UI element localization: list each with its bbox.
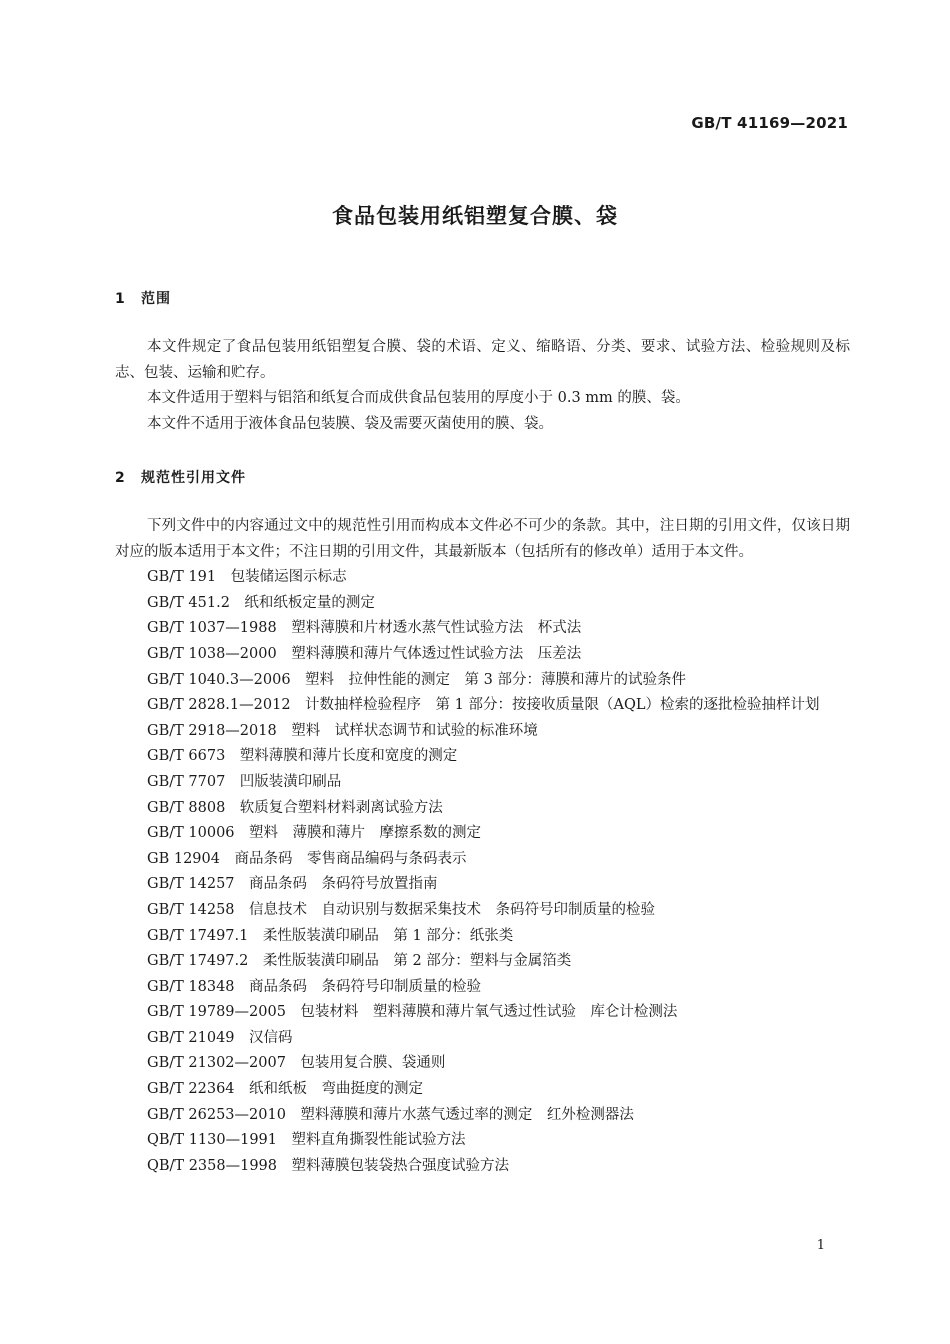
reference-item: GB/T 17497.2 柔性版装潢印刷品 第 2 部分：塑料与金属箔类 bbox=[147, 953, 572, 970]
reference-item: QB/T 1130—1991 塑料直角撕裂性能试验方法 bbox=[147, 1132, 466, 1149]
reference-item: GB/T 21049 汉信码 bbox=[147, 1029, 293, 1046]
paragraph: 本文件不适用于液体食品包装膜、袋及需要灭菌使用的膜、袋。 bbox=[147, 415, 553, 432]
reference-item: GB/T 2828.1—2012 计数抽样检验程序 第 1 部分：按接收质量限（AQL）检索的逐批检验抽样计划 bbox=[147, 697, 820, 714]
reference-item: GB/T 1037—1988 塑料薄膜和片材透水蒸气性试验方法 杯式法 bbox=[147, 620, 582, 637]
reference-item: GB/T 10006 塑料 薄膜和薄片 摩擦系数的测定 bbox=[147, 825, 482, 842]
reference-item: GB 12904 商品条码 零售商品编码与条码表示 bbox=[147, 850, 467, 867]
reference-item: GB/T 17497.1 柔性版装潢印刷品 第 1 部分：纸张类 bbox=[147, 927, 514, 944]
standard-code: GB/T 41169—2021 bbox=[691, 114, 848, 132]
reference-item: GB/T 7707 凹版装潢印刷品 bbox=[147, 773, 342, 790]
paragraph: 本文件适用于塑料与铝箔和纸复合而成供食品包装用的厚度小于 0.3 mm 的膜、袋。 bbox=[147, 390, 690, 407]
reference-item: GB/T 8808 软质复合塑料材料剥离试验方法 bbox=[147, 799, 443, 816]
section-2-number: 2 bbox=[115, 470, 126, 486]
section-1-body bbox=[115, 335, 850, 437]
reference-item: QB/T 2358—1998 塑料薄膜包装袋热合强度试验方法 bbox=[147, 1157, 510, 1174]
reference-item: GB/T 1038—2000 塑料薄膜和薄片气体透过性试验方法 压差法 bbox=[147, 645, 582, 662]
reference-item: GB/T 21302—2007 包装用复合膜、袋通则 bbox=[147, 1055, 446, 1072]
section-2-heading bbox=[115, 467, 246, 487]
section-1-number: 1 bbox=[115, 291, 126, 307]
section-1-heading bbox=[115, 288, 171, 308]
section-2-body bbox=[115, 514, 850, 1179]
reference-item: GB/T 191 包装储运图示标志 bbox=[147, 569, 347, 586]
reference-item: GB/T 1040.3—2006 塑料 拉伸性能的测定 第 3 部分：薄膜和薄片的试验条件 bbox=[147, 671, 686, 688]
section-2-title: 规范性引用文件 bbox=[141, 470, 246, 486]
reference-item: GB/T 22364 纸和纸板 弯曲挺度的测定 bbox=[147, 1081, 424, 1098]
section-1-title: 范围 bbox=[141, 291, 171, 307]
paragraph: 本文件规定了食品包装用纸铝塑复合膜、袋的术语、定义、缩略语、分类、要求、试验方法、检验规则及标志、包装、运输和贮存。 bbox=[115, 339, 850, 381]
reference-item: GB/T 451.2 纸和纸板定量的测定 bbox=[147, 594, 375, 611]
reference-item: GB/T 26253—2010 塑料薄膜和薄片水蒸气透过率的测定 红外检测器法 bbox=[147, 1106, 634, 1123]
reference-item: GB/T 18348 商品条码 条码符号印制质量的检验 bbox=[147, 978, 482, 995]
reference-item: GB/T 19789—2005 包装材料 塑料薄膜和薄片氧气透过性试验 库仑计检测法 bbox=[147, 1004, 678, 1021]
reference-item: GB/T 14257 商品条码 条码符号放置指南 bbox=[147, 876, 438, 893]
reference-item: GB/T 6673 塑料薄膜和薄片长度和宽度的测定 bbox=[147, 748, 458, 765]
reference-item: GB/T 2918—2018 塑料 试样状态调节和试验的标准环境 bbox=[147, 722, 538, 739]
document-title: 食品包装用纸铝塑复合膜、袋 bbox=[332, 204, 618, 228]
reference-item: GB/T 14258 信息技术 自动识别与数据采集技术 条码符号印制质量的检验 bbox=[147, 901, 656, 918]
paragraph: 下列文件中的内容通过文中的规范性引用而构成本文件必不可少的条款。其中，注日期的引用文件，仅该日期对应的版本适用于本文件；不注日期的引用文件，其最新版本（包括所有的修改单）适用于本文件。 bbox=[115, 518, 850, 560]
page-number: 1 bbox=[816, 1238, 825, 1253]
